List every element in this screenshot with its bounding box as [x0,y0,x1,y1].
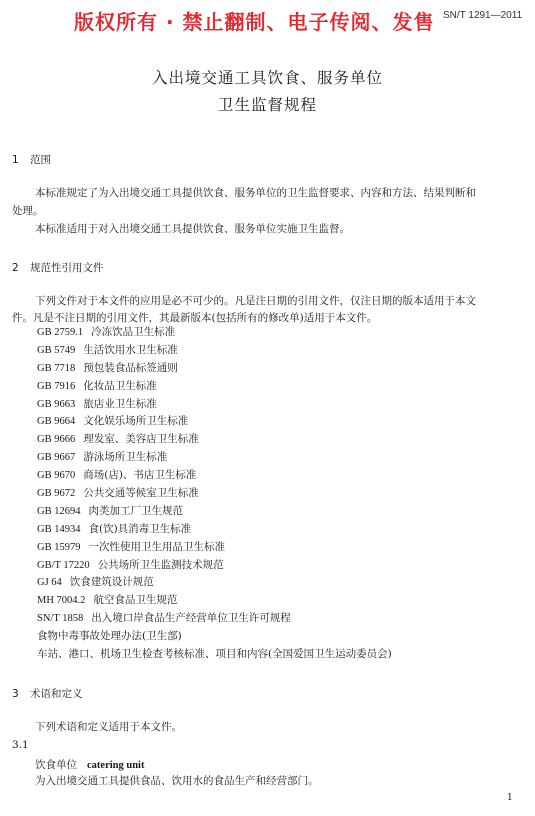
term-number: 3.1 [12,739,29,751]
scope-paragraph-1-line-2: 处理。 [12,205,44,217]
ref-title: 旅店业卫生标准 [83,397,157,410]
list-item [37,574,392,592]
ref-title: 公共场所卫生监测技术规范 [97,558,224,571]
ref-code: SN/T 1858 [37,613,84,625]
term-name [35,757,144,772]
ref-code: GJ 64 [37,577,62,589]
watermark-text: 版权所有 · 禁止翻制、电子传阅、发售 [74,10,435,34]
document-title-line1: 入出境交通工具饮食、服务单位 [151,69,383,87]
ref-title: 出入境口岸食品生产经营单位卫生许可规程 [91,612,291,625]
terms-intro: 下列术语和定义适用于本文件。 [35,721,182,733]
ref-title: 食(饮)具消毒卫生标准 [88,522,192,535]
scope-paragraph-2: 本标准适用于对入出境交通工具提供饮食、服务单位实施卫生监督。 [35,223,350,235]
list-item [37,485,392,503]
section-2-heading [12,260,104,275]
ref-title: 车站、港口、机场卫生检查考核标准、项目和内容(全国爱国卫生运动委员会) [37,648,392,661]
list-item [37,503,392,521]
ref-title: 食物中毒事故处理办法(卫生部) [37,630,182,643]
ref-title: 冷冻饮品卫生标准 [91,326,176,338]
ref-title: 商场(店)、书店卫生标准 [83,469,197,482]
ref-code: GB 9666 [37,434,76,446]
ref-title: 化妆品卫生标准 [83,379,157,392]
list-item [37,539,392,557]
ref-code: GB 14934 [37,523,81,535]
list-item [37,628,392,646]
section-3-heading [12,686,83,701]
ref-code: GB 15979 [37,541,81,553]
term-english: catering unit [87,760,145,771]
list-item [37,521,392,539]
list-item [37,646,392,664]
section-title: 规范性引用文件 [30,262,104,274]
ref-code: GB 9672 [37,488,76,500]
ref-code: GB 7718 [37,362,76,374]
ref-title: 生活饮用水卫生标准 [83,343,178,356]
list-item [37,396,392,414]
ref-title: 肉类加工厂卫生规范 [88,504,183,517]
normative-intro-line-2: 件。凡是不注日期的引用文件，其最新版本(包括所有的修改单)适用于本文件。 [12,312,378,324]
section-title: 范围 [30,154,51,166]
standard-number: SN/T 1291—2011 [443,10,523,21]
list-item [37,610,392,628]
list-item [37,324,392,342]
list-item [37,431,392,449]
section-number: 2 [12,262,19,274]
ref-code: GB 9664 [37,416,76,428]
list-item [37,342,392,360]
ref-title: 一次性使用卫生用品卫生标准 [88,540,225,553]
ref-code: GB 5749 [37,344,76,356]
scope-paragraph-1-line-1: 本标准规定了为入出境交通工具提供饮食、服务单位的卫生监督要求、内容和方法、结果判断和 [35,187,476,199]
section-number: 3 [12,688,19,700]
section-title: 术语和定义 [30,688,83,700]
ref-code: GB 9667 [37,452,76,464]
ref-code: GB 9663 [37,398,76,410]
term-definition: 为入出境交通工具提供食品、饮用水的食品生产和经营部门。 [35,775,319,787]
list-item [37,449,392,467]
list-item [37,413,392,431]
normative-intro-line-1: 下列文件对于本文件的应用是必不可少的。凡是注日期的引用文件，仅注日期的版本适用于本文 [35,295,476,307]
list-item [37,378,392,396]
ref-title: 游泳场所卫生标准 [83,451,168,464]
page-number: 1 [507,793,513,803]
ref-title: 公共交通等候室卫生标准 [83,487,199,500]
document-title-line2: 卫生监督规程 [217,96,317,114]
section-number: 1 [12,154,19,166]
ref-code: GB/T 17220 [37,559,90,571]
ref-title: 饮食建筑设计规范 [69,576,154,589]
ref-code: MH 7004.2 [37,595,86,607]
ref-code: GB 7916 [37,380,76,392]
term-chinese: 饮食单位 [35,759,77,771]
ref-code: GB 2759.1 [37,327,84,338]
ref-title: 理发室、美容店卫生标准 [83,433,199,446]
ref-title: 文化娱乐场所卫生标准 [83,415,189,428]
list-item [37,467,392,485]
section-1-heading [12,152,51,167]
normative-reference-list [37,324,392,664]
ref-title: 预包装食品标签通则 [83,361,178,374]
ref-code: GB 12694 [37,505,81,517]
ref-title: 航空食品卫生规范 [93,594,178,607]
list-item [37,592,392,610]
list-item [37,360,392,378]
list-item [37,557,392,575]
ref-code: GB 9670 [37,470,76,482]
